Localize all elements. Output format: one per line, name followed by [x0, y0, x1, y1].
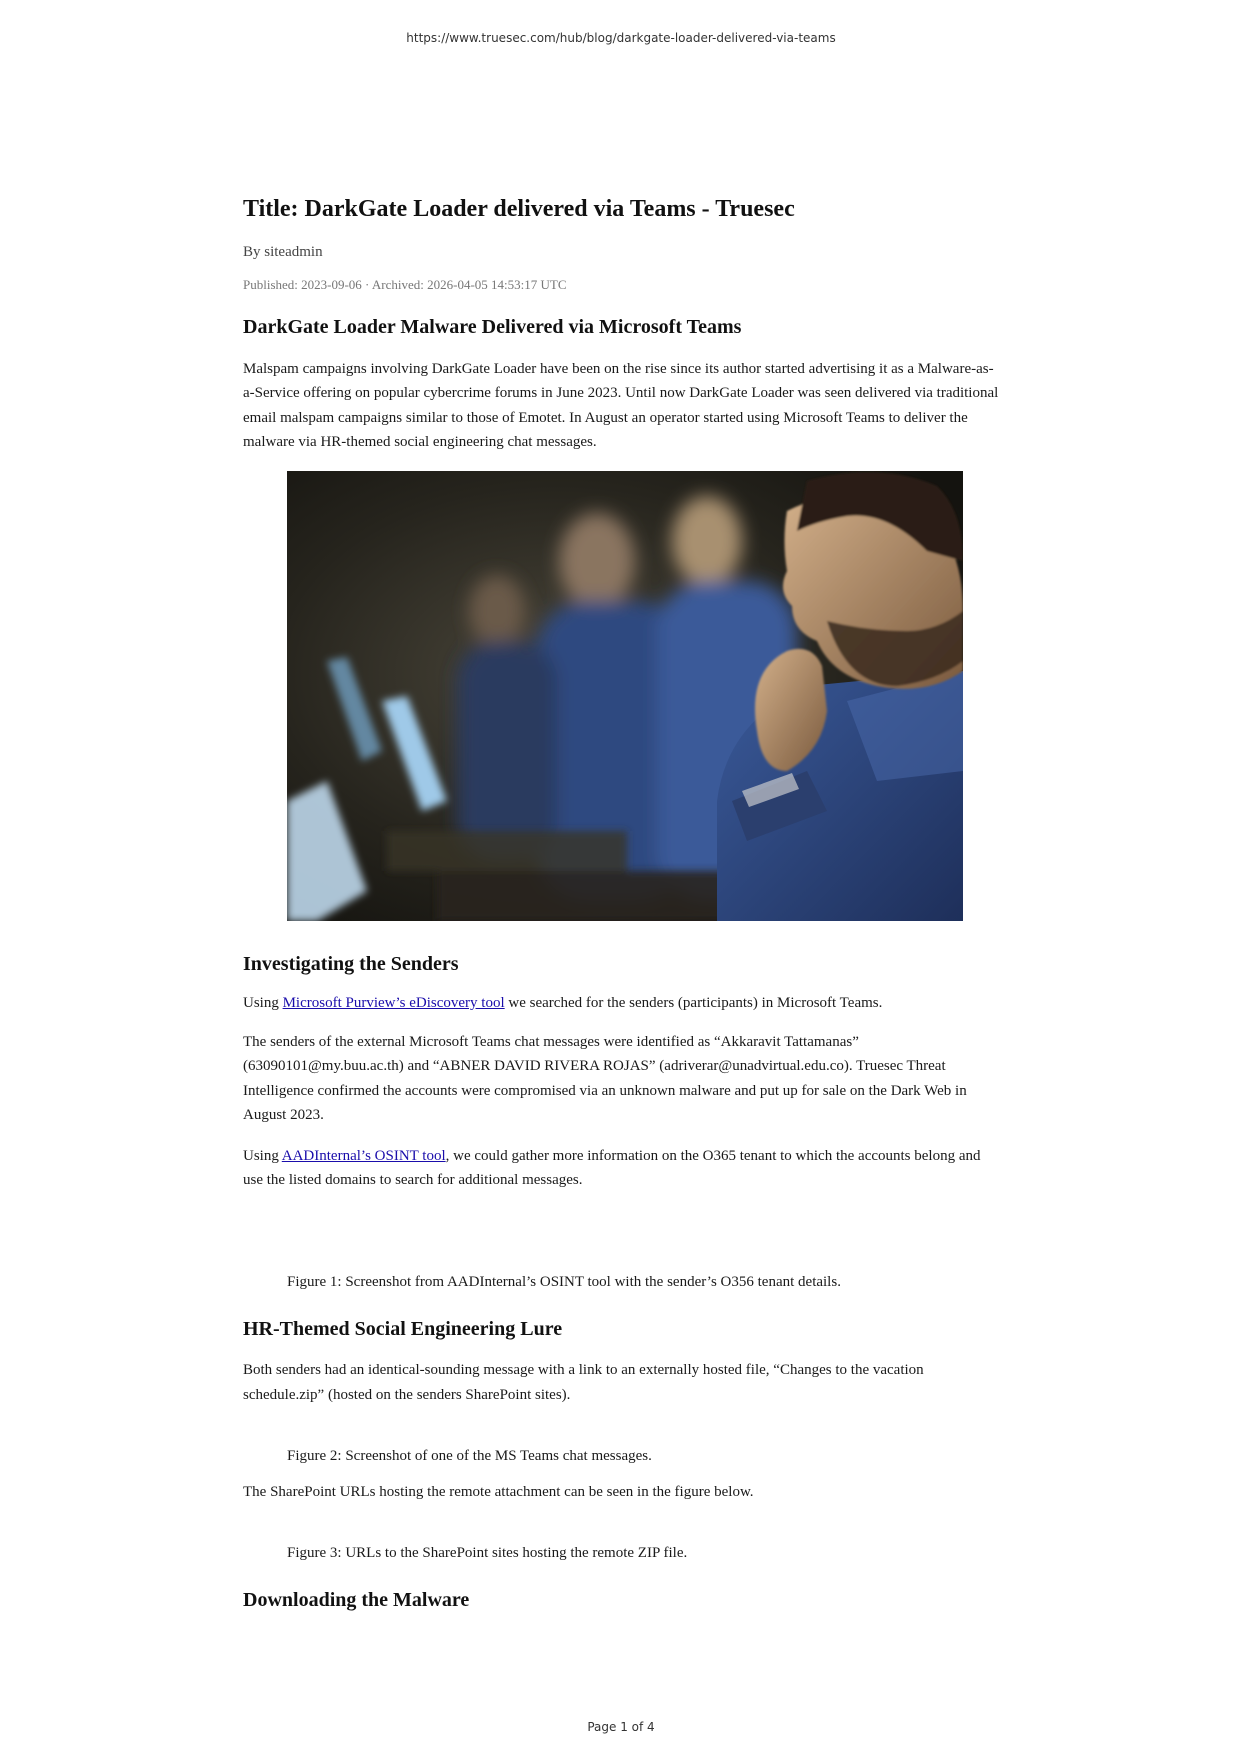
figure-3-caption: Figure 3: URLs to the SharePoint sites hosting the remote ZIP file.: [287, 1544, 688, 1561]
lure-paragraph: Both senders had an identical-sounding message with a link to an externally hosted file, “Changes to the vacation schedule.zip” (hosted on the senders SharePoint sites).: [243, 1362, 924, 1403]
article: [243, 194, 999, 1613]
figure-1-caption: Figure 1: Screenshot from AADInternal’s OSINT tool with the sender’s O356 tenant details.: [287, 1274, 841, 1291]
article-title: Title: DarkGate Loader delivered via Teams - Truesec: [243, 196, 795, 222]
senders-paragraph: The senders of the external Microsoft Teams chat messages were identified as “Akkaravit Tattamanas” (63090101@my.buu.ac.th) and “ABNER DAVID RIVERA ROJAS” (adriverar@unadvirtual.edu.co). Truesec Threat Intelligence confirmed the accounts were compromised via an unknown malware and put up for sale on the Dark Web in August 2023.: [243, 1034, 967, 1124]
aadinternal-osint-link[interactable]: AADInternal’s OSINT tool: [281, 1147, 446, 1164]
purview-prefix: Using: [243, 994, 283, 1011]
purview-suffix: we searched for the senders (participants) in Microsoft Teams.: [504, 994, 883, 1011]
sharepoint-paragraph: The SharePoint URLs hosting the remote attachment can be seen in the figure below.: [243, 1484, 754, 1501]
byline: By siteadmin: [243, 244, 323, 260]
figure-2-caption: Figure 2: Screenshot of one of the MS Teams chat messages.: [287, 1448, 652, 1465]
page-number-footer: Page 1 of 4: [587, 1720, 655, 1734]
purview-ediscovery-link[interactable]: Microsoft Purview’s eDiscovery tool: [282, 994, 505, 1011]
heading-investigating-senders: Investigating the Senders: [243, 952, 459, 975]
aad-suffix: , we could gather more information on the O365 tenant to which the accounts belong and use the listed domains to search for additional messages.: [243, 1147, 981, 1189]
hero-image: [287, 471, 963, 921]
publish-meta: Published: 2023-09-06 · Archived: 2026-04-05 14:53:17 UTC: [243, 277, 567, 292]
aad-prefix: Using: [243, 1147, 282, 1164]
heading-hr-lure: HR-Themed Social Engineering Lure: [243, 1318, 563, 1341]
heading-main: DarkGate Loader Malware Delivered via Microsoft Teams: [243, 316, 742, 338]
purview-paragraph: [243, 991, 999, 1015]
page-url-header: https://www.truesec.com/hub/blog/darkgate-loader-delivered-via-teams: [406, 31, 836, 45]
intro-paragraph: Malspam campaigns involving DarkGate Loader have been on the rise since its author started advertising it as a Malware-as-a-Service offering on popular cybercrime forums in June 2023. Until now DarkGate Loader was seen delivered via traditional email malspam campaigns similar to those of Emotet. In August an operator started using Microsoft Teams to deliver the malware via HR-themed social engineering chat messages.: [243, 361, 999, 451]
hero-photo-illustration: [287, 471, 963, 921]
heading-downloading-malware: Downloading the Malware: [243, 1588, 470, 1611]
aad-paragraph: [243, 1144, 999, 1193]
